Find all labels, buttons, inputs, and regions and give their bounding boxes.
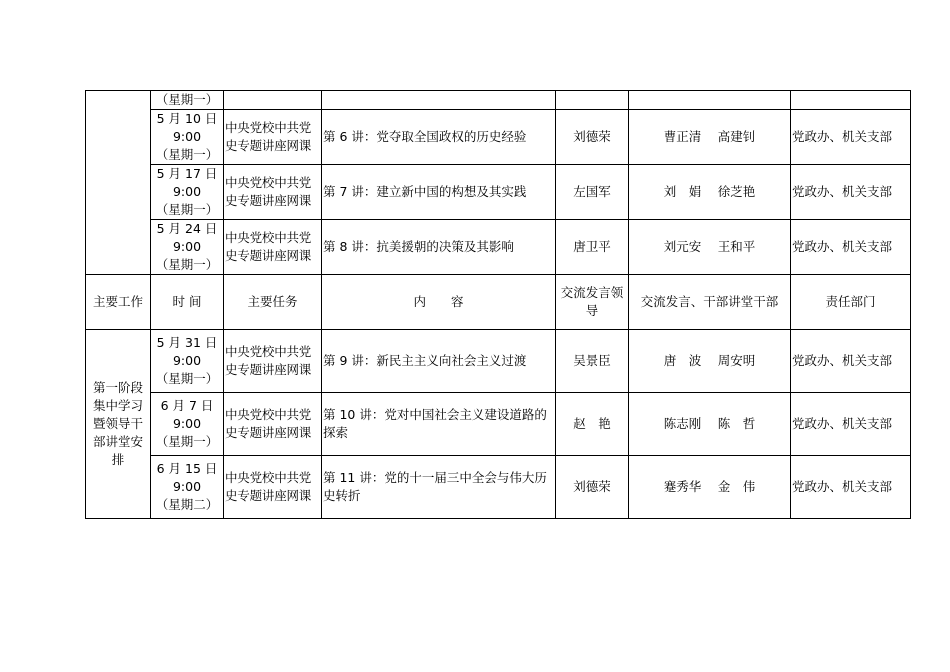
work-cell-empty [86, 91, 151, 275]
leader-cell: 刘德荣 [556, 456, 629, 519]
dept-cell: 党政办、机关支部 [791, 393, 911, 456]
speakers-cell: 刘元安 王和平 [629, 220, 791, 275]
speakers-cell: 蹇秀华 金 伟 [629, 456, 791, 519]
leader-cell: 刘德荣 [556, 110, 629, 165]
content-cell: 第 9 讲：新民主主义向社会主义过渡 [322, 330, 556, 393]
time-cell: （星期一） [151, 91, 224, 110]
speakers-cell [629, 91, 791, 110]
header-work: 主要工作 [86, 275, 151, 330]
time-cell: 6 月 7 日 9:00 （星期一） [151, 393, 224, 456]
time-cell: 5 月 24 日 9:00 （星期一） [151, 220, 224, 275]
leader-cell: 唐卫平 [556, 220, 629, 275]
header-content: 内 容 [322, 275, 556, 330]
task-cell: 中央党校中共党史专题讲座网课 [224, 393, 322, 456]
dept-cell: 党政办、机关支部 [791, 456, 911, 519]
table-row [86, 110, 911, 165]
header-task: 主要任务 [224, 275, 322, 330]
task-cell [224, 91, 322, 110]
dept-cell [791, 91, 911, 110]
speakers-cell: 唐 波 周安明 [629, 330, 791, 393]
dept-cell: 党政办、机关支部 [791, 165, 911, 220]
speakers-cell: 陈志刚 陈 哲 [629, 393, 791, 456]
content-cell: 第 11 讲：党的十一届三中全会与伟大历史转折 [322, 456, 556, 519]
leader-cell: 赵 艳 [556, 393, 629, 456]
stage-label: 第一阶段集中学习暨领导干部讲堂安排 [86, 330, 151, 519]
task-cell: 中央党校中共党史专题讲座网课 [224, 220, 322, 275]
header-time: 时 间 [151, 275, 224, 330]
header-speakers: 交流发言、干部讲堂干部 [629, 275, 791, 330]
dept-cell: 党政办、机关支部 [791, 110, 911, 165]
content-cell: 第 10 讲：党对中国社会主义建设道路的探索 [322, 393, 556, 456]
content-cell: 第 8 讲：抗美援朝的决策及其影响 [322, 220, 556, 275]
task-cell: 中央党校中共党史专题讲座网课 [224, 165, 322, 220]
time-cell: 5 月 17 日 9:00 （星期一） [151, 165, 224, 220]
schedule-table [85, 90, 911, 519]
table-row [86, 330, 911, 393]
table-row [86, 456, 911, 519]
dept-cell: 党政办、机关支部 [791, 330, 911, 393]
task-cell: 中央党校中共党史专题讲座网课 [224, 456, 322, 519]
table-header-row [86, 275, 911, 330]
task-cell: 中央党校中共党史专题讲座网课 [224, 110, 322, 165]
table-row [86, 165, 911, 220]
leader-cell [556, 91, 629, 110]
table-row [86, 220, 911, 275]
content-cell [322, 91, 556, 110]
leader-cell: 吴景臣 [556, 330, 629, 393]
header-dept: 责任部门 [791, 275, 911, 330]
content-cell: 第 6 讲：党夺取全国政权的历史经验 [322, 110, 556, 165]
time-cell: 5 月 31 日 9:00 （星期一） [151, 330, 224, 393]
dept-cell: 党政办、机关支部 [791, 220, 911, 275]
time-cell: 6 月 15 日 9:00 （星期二） [151, 456, 224, 519]
content-cell: 第 7 讲：建立新中国的构想及其实践 [322, 165, 556, 220]
table-row [86, 91, 911, 110]
speakers-cell: 曹正清 高建钊 [629, 110, 791, 165]
header-leader: 交流发言领导 [556, 275, 629, 330]
speakers-cell: 刘 娟 徐芝艳 [629, 165, 791, 220]
task-cell: 中央党校中共党史专题讲座网课 [224, 330, 322, 393]
leader-cell: 左国军 [556, 165, 629, 220]
time-cell: 5 月 10 日 9:00 （星期一） [151, 110, 224, 165]
table-row [86, 393, 911, 456]
